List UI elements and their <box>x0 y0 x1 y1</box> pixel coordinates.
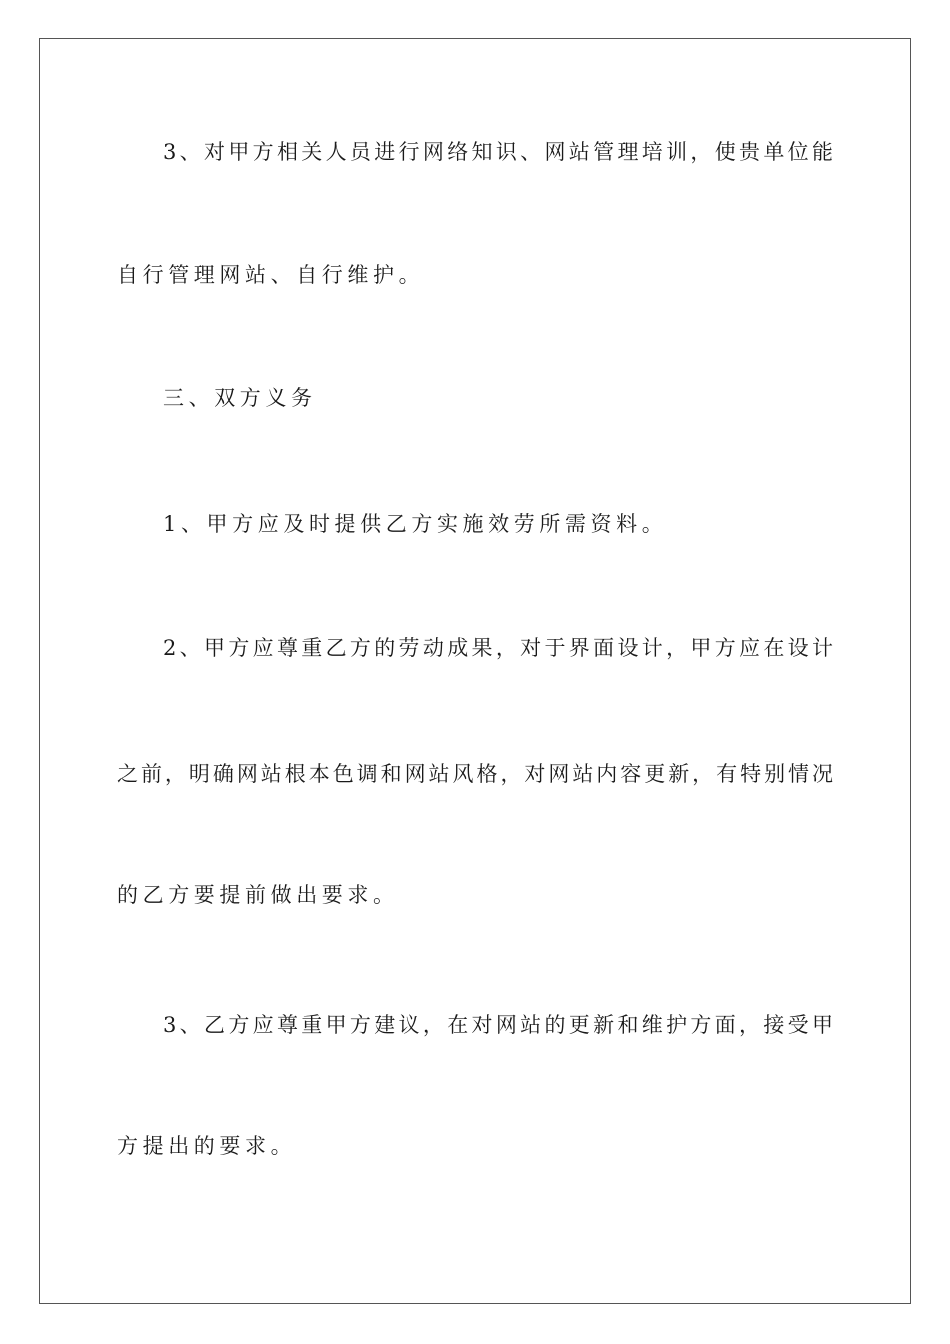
paragraph-3-line-2: 自行管理网站、自行维护。 <box>117 263 425 287</box>
obligation-2-line-1: 2、甲方应尊重乙方的劳动成果，对于界面设计，甲方应在设计 <box>163 636 833 660</box>
paragraph-3-line-1: 3、对甲方相关人员进行网络知识、网站管理培训，使贵单位能 <box>163 140 833 164</box>
section-heading-mutual-obligations: 三、双方义务 <box>163 386 317 410</box>
page-frame <box>39 38 911 1304</box>
obligation-3-line-1: 3、乙方应尊重甲方建议，在对网站的更新和维护方面，接受甲 <box>163 1013 833 1037</box>
obligation-2-line-3: 的乙方要提前做出要求。 <box>117 883 399 907</box>
obligation-2-line-2: 之前，明确网站根本色调和网站风格，对网站内容更新，有特别情况 <box>117 762 833 786</box>
obligation-1-line-1: 1、甲方应及时提供乙方实施效劳所需资料。 <box>163 512 668 536</box>
obligation-3-line-2: 方提出的要求。 <box>117 1134 297 1158</box>
